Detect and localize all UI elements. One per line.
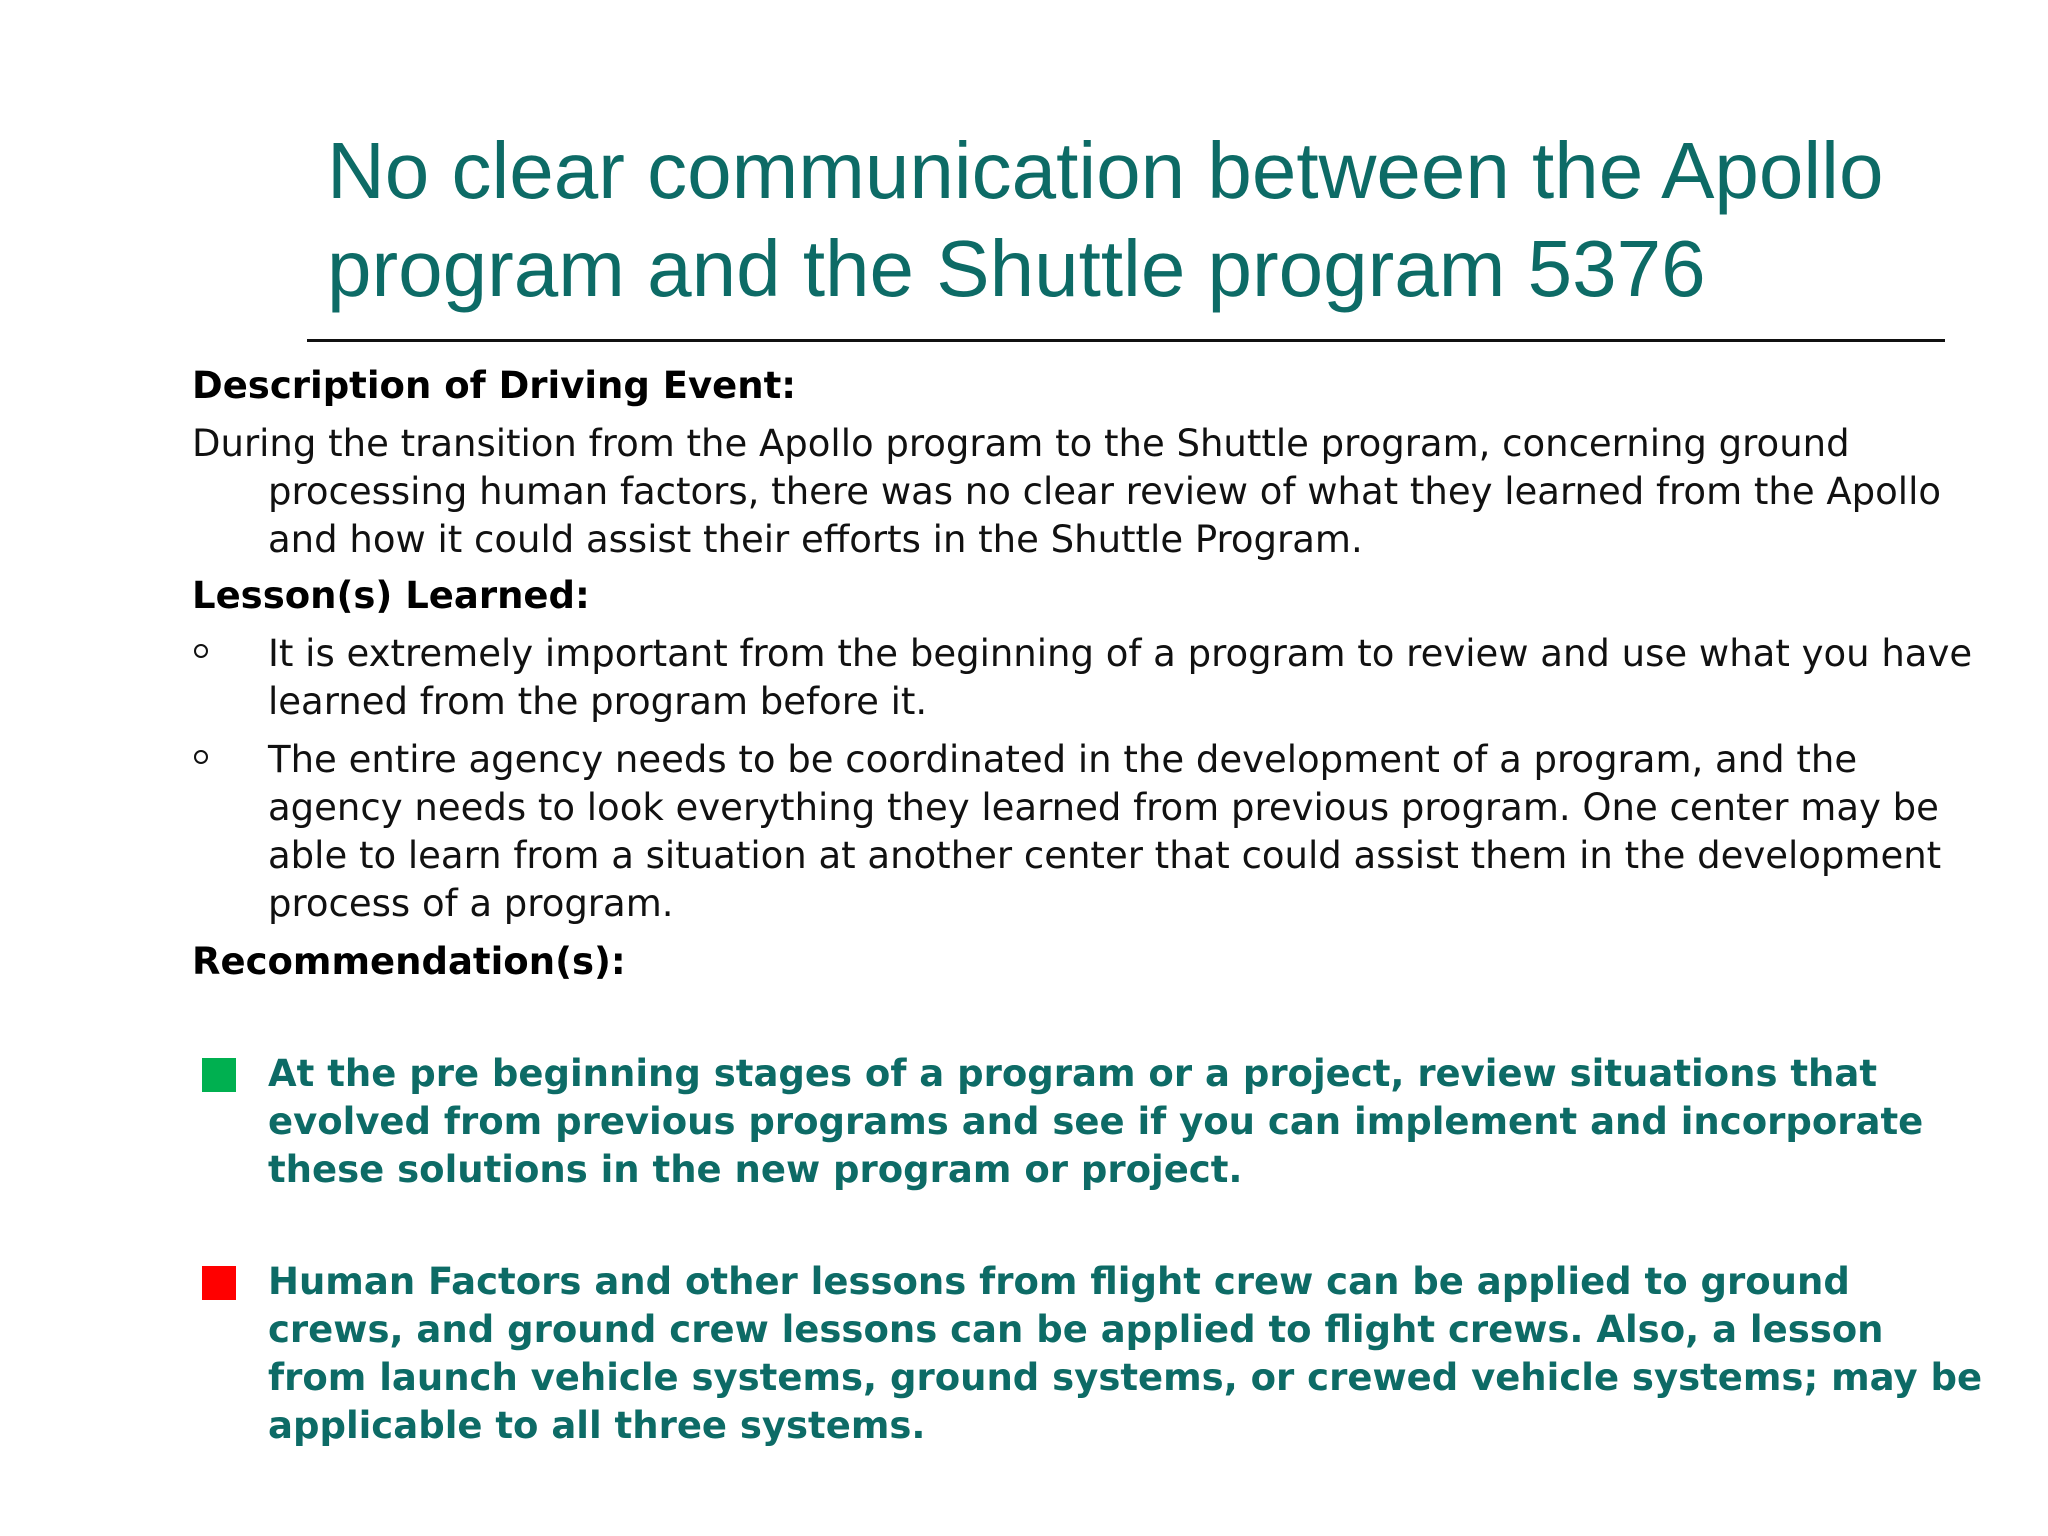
recommendations-heading: Recommendation(s): (192, 940, 626, 983)
recommendation-item-text: Human Factors and other lessons from flight crew can be applied to ground crews, and ground crew lessons can be applied to flight crews. Also, a lesson from launch vehicle systems, ground systems, or crewed vehicle systems; may be applicable to all three systems. (268, 1260, 1983, 1447)
lesson-item-text: It is extremely important from the beginning of a program to review and use what you have learned from the program before it. (268, 632, 1973, 723)
slide-body (192, 362, 1992, 1450)
lesson-item (192, 736, 1992, 928)
circle-bullet-icon (194, 644, 208, 658)
description-text: During the transition from the Apollo program to the Shuttle program, concerning ground processing human factors, there was no clear review of what they learned from the Apollo and how it could assist their efforts in the Shuttle Program. (192, 422, 1941, 561)
lessons-heading: Lesson(s) Learned: (192, 574, 590, 617)
slide-title-line-1: No clear communication between the Apollo (327, 126, 1884, 215)
recommendation-item-text: At the pre beginning stages of a program or a project, review situations that evolved from previous programs and see if you can implement and incorporate these solutions in the new program or project. (268, 1052, 1924, 1191)
recommendation-item (192, 1050, 1992, 1194)
circle-bullet-icon (194, 750, 208, 764)
description-heading: Description of Driving Event: (192, 364, 797, 407)
lesson-item (192, 630, 1992, 726)
slide-title-line-2: program and the Shuttle program 5376 (327, 224, 1706, 313)
lesson-item-text: The entire agency needs to be coordinated in the development of a program, and the agency needs to look everything they learned from previous program. One center may be able to learn from a situation at another center that could assist them in the development process of a program. (268, 738, 1942, 925)
slide-title (327, 122, 1987, 318)
green-square-icon (202, 1058, 236, 1092)
title-divider (307, 339, 1945, 342)
red-square-icon (202, 1266, 236, 1300)
recommendation-item (192, 1258, 1992, 1450)
